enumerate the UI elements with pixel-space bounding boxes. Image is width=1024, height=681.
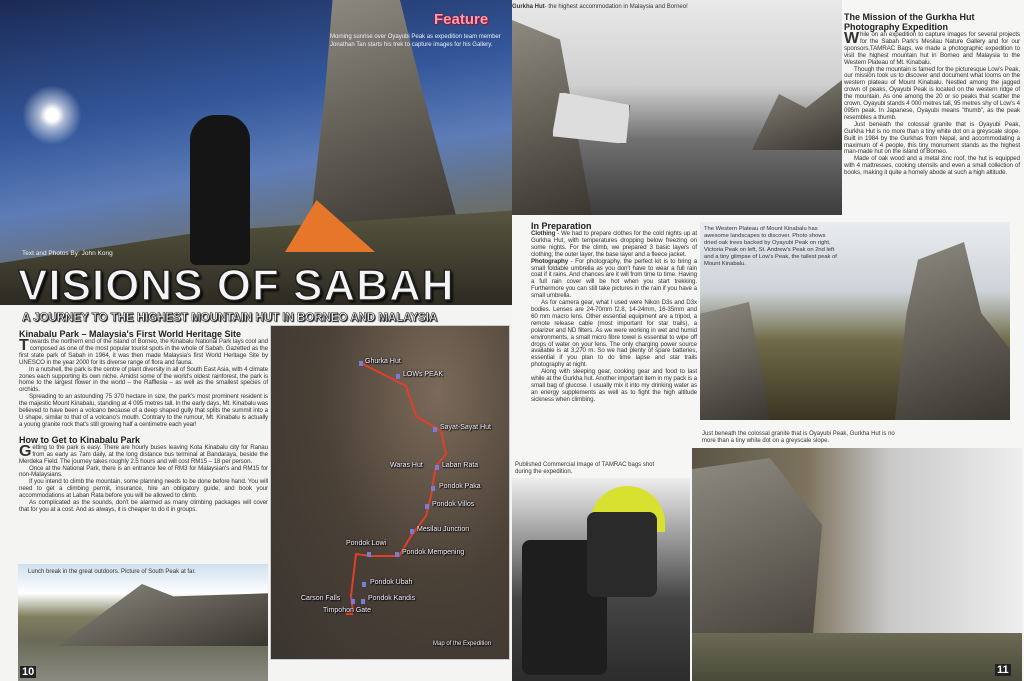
paragraph: In a nutshell, the park is the centre of plant diversity in all of South East Asia, with 4 climate zones each supporting its own niche. Amidst some of the world's oldest rainforest, the park is home to the largest flower in the world – the Rafflesia – as well as the smallest species of orchids. (19, 365, 268, 394)
map-label: Timpohon Gate (323, 607, 371, 614)
map-caption: Map of the Expedition (433, 641, 492, 647)
map-pin-icon (361, 599, 365, 604)
gurkha-hut-photo (512, 0, 842, 215)
paragraph: - For photography, the perfect kit is to bring a small foldable umbrella as you don't have to wear a full rain coat if it rains. And chances are it will from time to time. Having a full rain cover will be hot when you start trekking. Furthermore you can still take pictures in the rain if you have a small umbrella. (531, 257, 697, 300)
map-pin-icon (396, 374, 400, 379)
camera-bag-image (587, 512, 657, 597)
map-pin-icon (410, 529, 414, 534)
map-label: Pondok Lowi (346, 540, 387, 547)
map-pin-icon (431, 486, 435, 491)
mission-column (844, 12, 1020, 177)
paragraph: As for camera gear, what I used were Nikon D3s and D3x bodies. Lenses are 24-70mm f2.8, 14-24mm, 16-35mm and 60 mm macro lens. Other essential equipment are a tripod, a remote release cable (most important for star trails), a polarizer and ND filters. As we were working in wet and humid environments, a small micro fibre towel is essential to wipe off drops of water on your lens. The only charging power source available is at 3,270 m. So we had plenty of spare batteries, essential if you plan to do time lapse and star trails photography at night. (531, 299, 697, 369)
map-pin-icon (367, 552, 371, 557)
drop-cap: T (19, 337, 29, 354)
paragraph: etting to the park is easy. There are hourly buses leaving Kota Kinabalu city for Ranau from as early as 7am daily, at the long distance bus terminal at Bandaraya, beside the Merdeka Field. The journey takes roughly 2.5 hours and will cost RM15 – 18 per person. (19, 443, 268, 465)
lunch-caption: Lunch break in the great outdoors. Picture of South Peak at far. (28, 569, 196, 575)
paragraph: If you intend to climb the mountain, some planning needs to be done before hand. You will need to get a climbing permit, insurance, hire an obligatory guide, and book your accommodations at Laban Rata before you will be allowed to climb. (19, 478, 268, 500)
paragraph: Once at the National Park, there is an entrance fee of RM3 for Malaysian's and RM15 for non-Malaysians. (19, 464, 268, 479)
map-label: Ghurka Hut (365, 358, 401, 365)
sun-image (22, 85, 82, 145)
drop-cap: W (844, 30, 860, 47)
section-label: Feature (434, 11, 489, 28)
article-column-1 (19, 329, 268, 514)
map-pin-icon (359, 361, 363, 366)
section-heading: In Preparation (531, 221, 592, 231)
clothing-label: Clothing (531, 230, 556, 237)
map-pin-icon (435, 465, 439, 470)
paragraph: As complicated as the sounds, don't be alarmed as many climbing packages will cover that for you at a cost. And as always, it is cheaper to do it in groups. (19, 499, 268, 513)
page-title: VISIONS OF SABAH (18, 261, 455, 310)
map-pin-icon (395, 552, 399, 557)
right-page (512, 0, 1024, 681)
map-label: Pondok Kandis (368, 595, 416, 602)
map-pin-icon (362, 582, 366, 587)
rock-image (752, 80, 842, 150)
oyayubi-peak-image (895, 242, 1010, 420)
western-plateau-photo (700, 222, 1010, 420)
map-label: Mesilau Junction (417, 526, 470, 533)
plateau-caption: The Western Plateau of Mount Kinabalu has awesome landscapes to discover. Photo shows dried oak trees backed by Oyayubi Peak on right, Victoria Peak on left, St. Andrew's Peak on 2nd left and a tiny glimpse of Low's Peak, the tallest peak of Mount Kinabalu. (704, 226, 837, 267)
map-label: LOWs PEAK (403, 371, 444, 378)
hiker-image (190, 115, 250, 265)
map-label: Laban Rata (442, 462, 479, 469)
page-number: 11 (997, 664, 1009, 676)
paragraph: hile on an expedition to capture images for several projects for the Sabah Park's Mesilau Nature Gallery and for our sponsors,TAMRAC Bags, we made a photographic expedition to visit the highest mountain hut in Borneo and Malaysia to the Western Plateau of Mt. Kinabalu. (844, 31, 1020, 66)
ground-image (692, 633, 1022, 681)
page-number: 10 (22, 666, 35, 678)
page-subtitle: A JOURNEY TO THE HIGHEST MOUNTAIN HUT IN BORNEO AND MALAYSIA (22, 312, 438, 324)
map-label: Pondok Ubah (370, 579, 413, 586)
paragraph: owards the northern end of the Island of Borneo, the Kinabalu National Park lays cool and composed as one of the most popular tourist spots in the whole of Sabah. Gazetted as the first state park of Sabah in 1964, it was then made Malaysia's first World Heritage Site by UNESCO in the year 2000 for its diverse range of flora and fauna. (19, 338, 268, 366)
drop-cap: G (19, 442, 32, 460)
paragraph: Along with sleeping gear, cooking gear and food to last while at the Gurkha hut. Another important item in my pack is a small bag of glucose. I usually mix it into my drinking water as an energy supplements as well as to fight the high altitude sickness when climbing. (531, 368, 697, 403)
map-label: Pondok Villos (432, 501, 475, 508)
map-label: Sayat-Sayat Hut (440, 424, 491, 431)
granite-slope-photo (692, 448, 1022, 681)
expedition-map (270, 325, 510, 660)
preparation-column (531, 221, 697, 404)
paragraph: - We had to prepare clothes for the cold nights up at Gurkha Hut, with temperatures dropping below freezing on some nights. For the climb, we prepared 3 basic layers of clothing; the outer layer, the base layer and a fleece jacket. (531, 230, 697, 258)
paragraph: Spreading to an astounding 75 370 hectare in size, the park's most prominent resident is the majestic Mount Kinabalu, standing at 4 095 metres tall. In the early days, Mt. Kinabalu was believed to have been a volcano because of a deep shaped gully that splits the summit into a U shape, similar to that of a volcano's mouth. Contrary to the rumour, Mt. Kinabalu is actually a young granite rock that's still growing half a centimetre each year! (19, 393, 268, 428)
map-pin-icon (433, 427, 437, 432)
photography-label: Photography (531, 257, 569, 265)
hero-caption: Morning sunrise over Oyayubi Peak as expedition team member Jonathan Tan starts his trek to capture images for his Gallery. (330, 34, 501, 48)
slope-caption: Just beneath the colossal granite that is Oyayubi Peak, Gurkha Hut is no more than a tiny white dot on a greyscale slope. (702, 431, 895, 445)
byline: Text and Photos By: John Kong (22, 250, 113, 257)
section-heading: How to Get to Kinabalu Park (19, 434, 141, 445)
tamrac-caption: Published Commercial Image of TAMRAC bags shot during the expedition. (515, 462, 655, 476)
map-label: Carson Falls (301, 595, 341, 602)
map-pin-icon (425, 504, 429, 509)
paragraph: Made of oak wood and a metal zinc roof, the hut is equipped with 4 mattresses, cooking utensils and even a small collection of books, making it quite a homely abode at such a high altitude. (844, 155, 1020, 177)
section-heading: Kinabalu Park – Malaysia's First World Heritage Site (19, 329, 242, 339)
hut-image (552, 92, 630, 144)
top-caption: - the highest accommodation in Malaysia and Borneo! (544, 4, 688, 10)
map-label: Pondok Paka (439, 483, 481, 490)
route-line (271, 326, 511, 661)
section-heading: The Mission of the Gurkha Hut Photography Expedition (844, 12, 975, 32)
map-label: Pondok Mempening (402, 549, 465, 556)
top-caption-bold: Gurkha Hut (512, 4, 545, 10)
map-label: Waras Hut (390, 462, 423, 469)
rock-image (700, 302, 770, 420)
lunch-photo (18, 564, 268, 681)
paragraph: Though the mountain is famed for the picturesque Low's Peak, our mission took us to discover and document what looms on the western plateau of Mount Kinabalu. Nestled among the jagged crown of peaks, Oyayubi Peak is located on the western ridge of the mountain. As one among the 20 or so peaks that scatter the crown, Oyayubi stands 4 000 metres tall, 95 metres shy of Low's 4 095m peak. In Japanese, Oyayubi means "thumb", as the peak resembles a thumb. (844, 65, 1020, 121)
south-peak-image (58, 584, 268, 646)
paragraph: Just beneath the colossal granite that is Oyayubi Peak, Gurkha Hut is no more than a tiny white dot on a greyscale slope. Built in 1984 by the Gurkhas from Nepal, and accommodating a maximum of 4 people, this tiny monument stands as the highest man-made hut on the island of Borneo. (844, 120, 1020, 156)
map-pin-icon (351, 599, 355, 604)
